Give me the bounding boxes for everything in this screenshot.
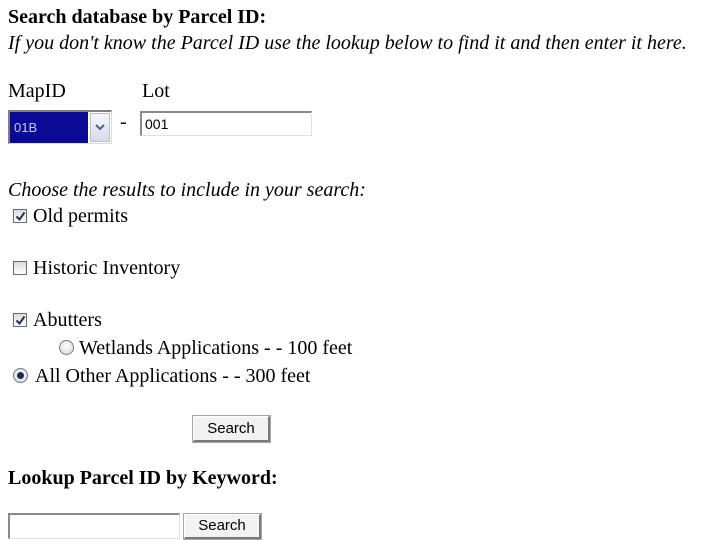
old-permits-checkbox[interactable] bbox=[13, 209, 27, 223]
parcel-search-instructions: If you don't know the Parcel ID use the lookup below to find it and then enter it here. bbox=[8, 32, 687, 54]
checkmark-icon bbox=[15, 211, 26, 222]
mapid-label: MapID bbox=[8, 80, 66, 102]
wetlands-radio-label: Wetlands Applications - - 100 feet bbox=[79, 337, 353, 359]
historic-inventory-label: Historic Inventory bbox=[33, 257, 181, 279]
checkmark-icon bbox=[15, 315, 26, 326]
all-other-radio[interactable] bbox=[13, 368, 28, 383]
lot-input[interactable] bbox=[140, 111, 312, 136]
abutters-label: Abutters bbox=[33, 309, 102, 331]
wetlands-radio[interactable] bbox=[59, 340, 74, 355]
abutters-checkbox[interactable] bbox=[13, 313, 27, 327]
parcel-search-title: Search database by Parcel ID: bbox=[8, 6, 267, 28]
keyword-input[interactable] bbox=[8, 513, 180, 539]
chevron-down-icon[interactable] bbox=[90, 113, 110, 142]
keyword-lookup-title: Lookup Parcel ID by Keyword: bbox=[8, 467, 278, 489]
parcel-search-button[interactable]: Search bbox=[193, 416, 270, 442]
results-prompt: Choose the results to include in your search: bbox=[8, 179, 366, 201]
radio-selected-dot bbox=[17, 372, 24, 379]
lot-label: Lot bbox=[142, 80, 170, 102]
historic-inventory-checkbox[interactable] bbox=[13, 261, 27, 275]
old-permits-label: Old permits bbox=[33, 205, 128, 227]
mapid-lot-separator: - bbox=[120, 111, 127, 133]
all-other-radio-label: All Other Applications - - 300 feet bbox=[35, 365, 311, 387]
keyword-search-button[interactable]: Search bbox=[184, 514, 261, 539]
mapid-select[interactable] bbox=[8, 110, 112, 144]
mapid-selected-value: 01B bbox=[10, 112, 88, 143]
